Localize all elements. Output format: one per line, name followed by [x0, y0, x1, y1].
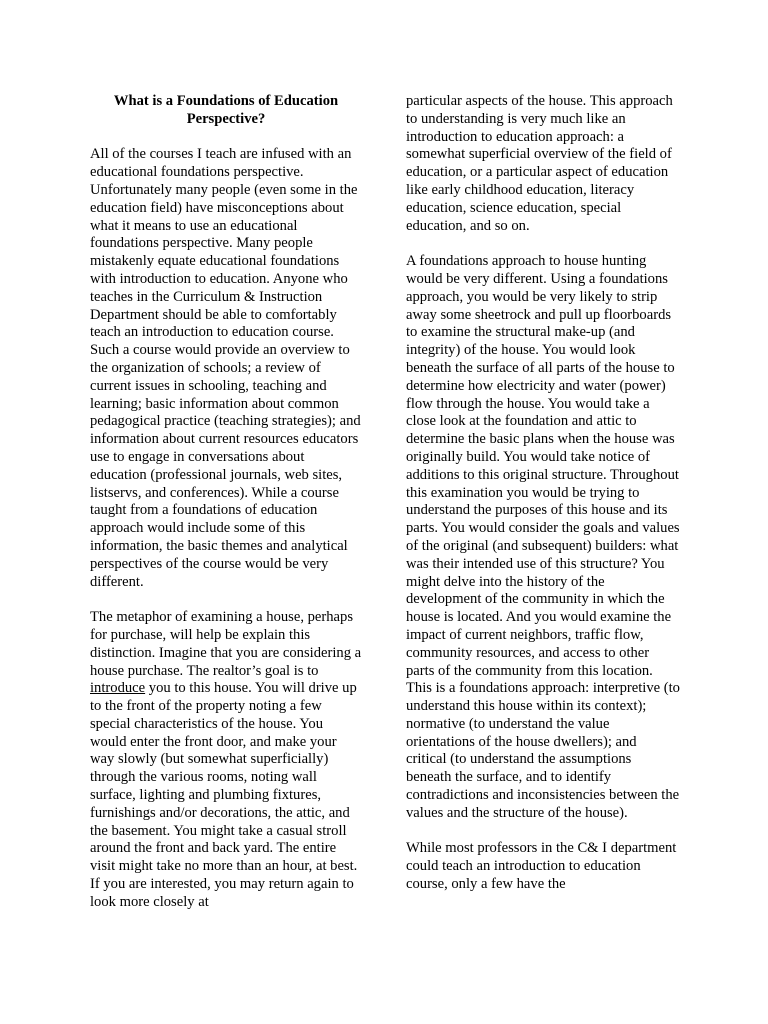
paragraph-particular-aspects: particular aspects of the house. This approach to understanding is very much like an introduction to education approach: a somewhat superficial overview of the field of education, or a particular aspect of education like early childhood education, literacy education, science education, special education, and so on. — [406, 93, 673, 234]
paragraph-house-metaphor — [90, 609, 362, 912]
left-column — [90, 93, 362, 929]
right-column — [406, 93, 680, 912]
paragraph-professors: While most professors in the C& I department could teach an introduction to education course, only a few have the — [406, 840, 677, 893]
paragraph-courses-infused: All of the courses I teach are infused with an educational foundations perspective. Unfortunately many people (even some in the education field) have misconceptions about what it means to use an educational foundations perspective. Many people mistakenly equate educational foundations with introduction to education. Anyone who teaches in the Curriculum & Instruction Department should be able to comfortably teach an introduction to education course. Such a course would provide an overview to the organization of schools; a review of current issues in schooling, teaching and learning; basic information about common pedagogical practice (teaching strategies); and information about current resources educators use to engage in conversations about education (professional journals, web sites, listservs, and conferences). While a course taught from a foundations of education approach would include some of this information, the basic themes and analytical perspectives of the course would be very different. — [90, 146, 361, 590]
paragraph-text: you to this house. You will drive up to the front of the property noting a few special characteristics of the house. You would enter the front door, and make your way slowly (but somewhat superficially) through the various rooms, noting wall surface, lighting and plumbing fixtures, furnishings and/or decorations, the attic, and the basement. You might take a casual stroll around the front and back yard. The entire visit might take no more than an hour, at best. If you are interested, you may return again to look more closely at — [90, 680, 358, 910]
underlined-word-introduce: introduce — [90, 680, 146, 697]
paragraph-text: The metaphor of examining a house, perhaps for purchase, will help be explain this distinction. Imagine that you are considering a house purchase. The realtor’s goal is to — [90, 609, 362, 679]
paragraph-foundations-approach: A foundations approach to house hunting would be very different. Using a foundations approach, you would be very likely to strip away some sheetrock and pull up floorboards to examine the structural make-up (and integrity) of the house. You would look beneath the surface of all parts of the house to determine how electricity and water (power) flow through the house. You would take a close look at the foundation and attic to determine the basic plans when the house was originally build. You would take notice of additions to this original structure. Throughout this examination you would be trying to understand the purposes of this house and its parts. You would consider the goals and values of the original (and subsequent) builders: what was their intended use of this structure? You might delve into the history of the development of the community in which the house is located. And you would examine the impact of current neighbors, traffic flow, community resources, and access to other parts of the community from this location. This is a foundations approach: interpretive (to understand this house within its context); normative (to understand the value orientations of the house dwellers); and critical (to understand the assumptions beneath the surface, and to identify contradictions and inconsistencies between the values and the structure of the house). — [406, 253, 680, 821]
document-title: What is a Foundations of Education Perspective? — [113, 93, 339, 127]
